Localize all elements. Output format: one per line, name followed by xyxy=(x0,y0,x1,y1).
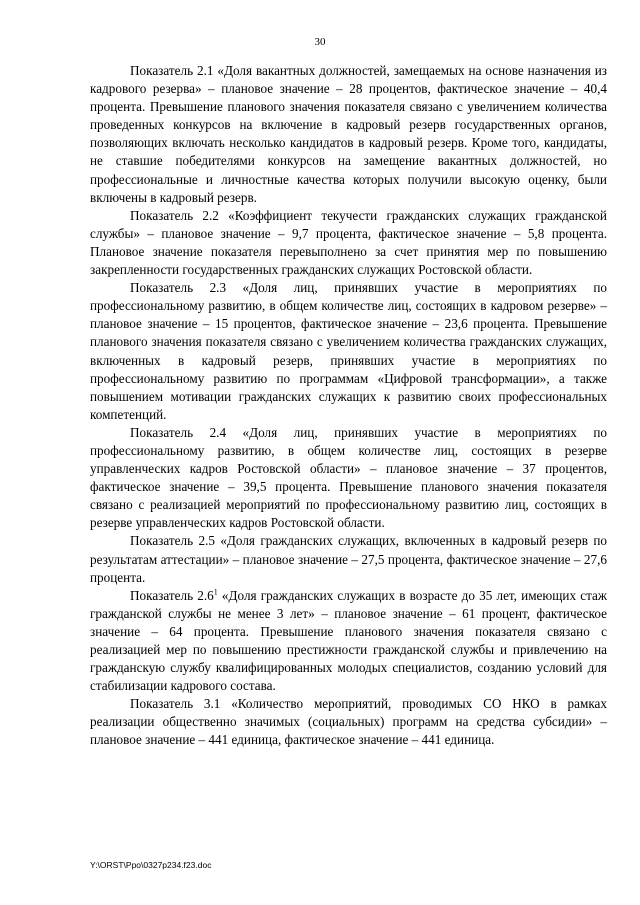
paragraph-indicator-2-5: Показатель 2.5 «Доля гражданских служащих, включенных в кадровый резерв по результатам аттестации» – плановое значение – 27,5 процента, фактическое значение – 27,6 процента. xyxy=(90,533,607,585)
paragraph-indicator-2-3: Показатель 2.3 «Доля лиц, принявших участие в мероприятиях по профессиональному развитию, в общем количестве лиц, состоящих в кадровом резерве» – плановое значение – 15 процентов, фактическое значение – 23,6 процента. Превышение планового значения показателя связано с увеличением количества гражданских служащих, включенных в кадровый резерв, принявших участие в мероприятиях по профессиональному развитию по программам «Цифровой трансформации», а также повышением мотивации гражданских служащих к развитию своих профессиональных компетенций. xyxy=(90,280,607,422)
paragraph-indicator-2-4: Показатель 2.4 «Доля лиц, принявших участие в мероприятиях по профессиональному развитию, в общем количестве лиц, состоящих в резерве управленческих кадров Ростовской области» – плановое значение – 37 процентов, фактическое значение – 39,5 процента. Превышение планового значения показателя связано с реализацией мероприятий по профессиональному развитию лиц, состоящих в резерве управленческих кадров Ростовской области. xyxy=(90,424,607,531)
paragraph-text-start: Показатель 2.6 xyxy=(130,587,214,603)
page-number: 30 xyxy=(314,36,326,48)
footer-file-path: Y:\ORST\Ppo\0327p234.f23.doc xyxy=(90,860,212,870)
document-body xyxy=(90,62,607,750)
footnote-marker[interactable]: 1 xyxy=(213,587,218,597)
paragraph-indicator-3-1: Показатель 3.1 «Количество мероприятий, проводимых СО НКО в рамках реализации общественно значимых (социальных) программ на средства субсидии» – плановое значение – 441 единица, фактическое значение – 441 единица. xyxy=(90,696,607,748)
paragraph-indicator-2-1: Показатель 2.1 «Доля вакантных должностей, замещаемых на основе назначения из кадрового резерва» – плановое значение – 28 процентов, фактическое значение – 40,4 процента. Превышение планового значения показателя связано с увеличением количества проведенных конкурсов на включение в кадровый резерв государственных органов, позволяющих включать несколько кандидатов в кадровый резерв. Кроме того, кандидаты, не ставшие победителями конкурсов на замещение вакантных должностей, но профессиональные и личностные качества которых получили высокую оценку, были включены в кадровый резерв. xyxy=(90,63,607,205)
paragraph-text-rest: «Доля гражданских служащих в возрасте до 35 лет, имеющих стаж гражданской службы не менее 3 лет» – плановое значение – 61 процент, фактическое значение – 64 процента. Превышение планового значения показателя связано с реализацией мер по повышению престижности гражданской службы и привлечению на гражданскую службу квалифицированных молодых специалистов, созданию условий для стабилизации кадрового состава. xyxy=(90,587,607,694)
paragraph-indicator-2-6 xyxy=(90,587,607,696)
paragraph-indicator-2-2: Показатель 2.2 «Коэффициент текучести гражданских служащих гражданской службы» – плановое значение – 9,7 процента, фактическое значение – 5,8 процента. Плановое значение показателя перевыполнено за счет принятия мер по повышению закрепленности государственных гражданских служащих Ростовской области. xyxy=(90,207,607,278)
